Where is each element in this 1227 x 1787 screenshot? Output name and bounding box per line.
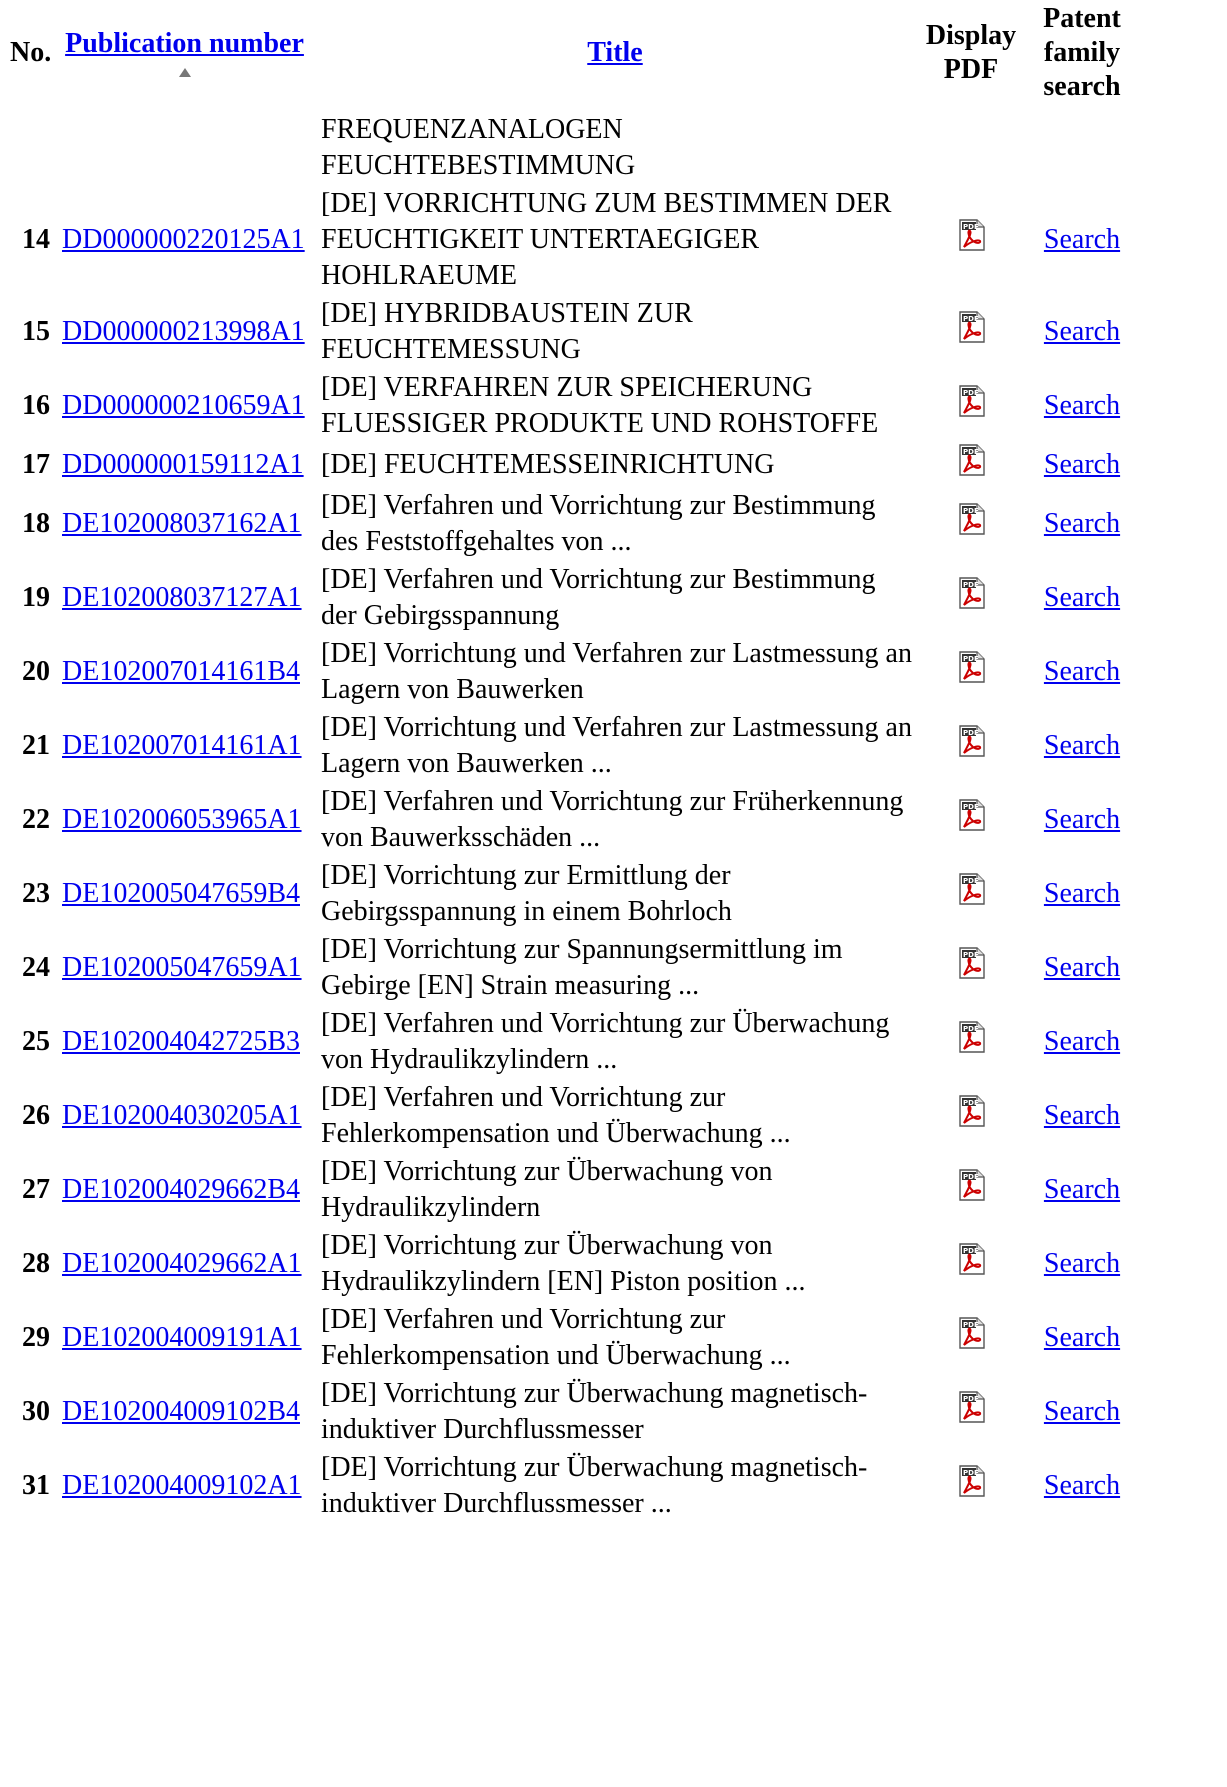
pdf-file-icon[interactable] xyxy=(956,1317,986,1359)
svg-text:PDF: PDF xyxy=(963,877,979,885)
family-search-link[interactable]: Search xyxy=(1043,1248,1121,1279)
publication-number-link[interactable]: DD000000220125A1 xyxy=(62,224,305,255)
table-row xyxy=(4,562,1139,634)
display-pdf-cell xyxy=(921,1154,1021,1226)
family-search-cell xyxy=(1025,112,1139,184)
publication-number-cell xyxy=(60,1006,309,1078)
row-number: 20 xyxy=(22,656,50,687)
publication-number-link[interactable]: DD000000210659A1 xyxy=(62,390,305,421)
family-search-cell xyxy=(1025,1450,1139,1522)
family-search-cell xyxy=(1025,1302,1139,1374)
table-row xyxy=(4,1376,1139,1448)
family-search-link[interactable]: Search xyxy=(1043,730,1121,761)
display-pdf-header-line1: Display xyxy=(925,20,1017,51)
publication-number-cell xyxy=(60,296,309,368)
column-header-display-pdf xyxy=(921,2,1021,110)
svg-text:PDF: PDF xyxy=(963,389,979,397)
svg-text:PDF: PDF xyxy=(963,1247,979,1255)
display-pdf-cell xyxy=(921,370,1021,442)
publication-number-link[interactable]: DE102004042725B3 xyxy=(62,1026,300,1057)
publication-number-link[interactable]: DE102004009102B4 xyxy=(62,1396,300,1427)
family-search-link[interactable]: Search xyxy=(1043,1026,1121,1057)
column-header-title xyxy=(313,2,917,110)
family-search-link[interactable]: Search xyxy=(1043,390,1121,421)
publication-number-cell xyxy=(60,1228,309,1300)
publication-number-cell xyxy=(60,636,309,708)
sort-title-link[interactable]: Title xyxy=(587,37,643,68)
family-search-cell xyxy=(1025,1006,1139,1078)
family-header-line3: search xyxy=(1043,71,1121,102)
title-text: [DE] Vorrichtung zur Überwachung magnetisch-induktiver Durchflussmesser ... xyxy=(321,1452,868,1519)
display-pdf-cell xyxy=(921,488,1021,560)
title-cell xyxy=(313,1450,917,1522)
svg-text:PDF: PDF xyxy=(963,655,979,663)
title-text: [DE] FEUCHTEMESSEINRICHTUNG xyxy=(321,449,775,480)
table-row xyxy=(4,710,1139,782)
row-number: 31 xyxy=(22,1470,50,1501)
display-pdf-cell xyxy=(921,296,1021,368)
title-text: [DE] Verfahren und Vorrichtung zur Fehlerkompensation und Überwachung ... xyxy=(321,1304,791,1371)
table-row xyxy=(4,112,1139,184)
pdf-file-icon[interactable] xyxy=(956,577,986,619)
pdf-file-icon[interactable] xyxy=(956,1169,986,1211)
table-row xyxy=(4,444,1139,486)
display-pdf-cell xyxy=(921,1376,1021,1448)
row-number: 19 xyxy=(22,582,50,613)
title-text: [DE] Vorrichtung zur Ermittlung der Gebirgsspannung in einem Bohrloch xyxy=(321,860,732,927)
display-pdf-cell xyxy=(921,710,1021,782)
display-pdf-cell xyxy=(921,932,1021,1004)
row-number: 28 xyxy=(22,1248,50,1279)
svg-text:PDF: PDF xyxy=(963,1321,979,1329)
publication-number-link[interactable]: DE102008037162A1 xyxy=(62,508,302,539)
display-pdf-cell xyxy=(921,858,1021,930)
family-search-link[interactable]: Search xyxy=(1043,952,1121,983)
column-header-publication-number xyxy=(60,2,309,110)
pdf-file-icon[interactable] xyxy=(956,873,986,915)
publication-number-link[interactable]: DD000000159112A1 xyxy=(62,449,304,480)
publication-number-cell xyxy=(60,1302,309,1374)
title-text: [DE] Vorrichtung und Verfahren zur Lastmessung an Lagern von Bauwerken xyxy=(321,638,912,705)
family-search-link[interactable]: Search xyxy=(1043,449,1121,480)
pdf-file-icon[interactable] xyxy=(956,799,986,841)
svg-text:PDF: PDF xyxy=(963,1469,979,1477)
results-body xyxy=(4,112,1139,1522)
row-number: 30 xyxy=(22,1396,50,1427)
sort-publication-number-link[interactable]: Publication number xyxy=(65,27,304,59)
title-cell xyxy=(313,784,917,856)
family-search-cell xyxy=(1025,1228,1139,1300)
row-number: 16 xyxy=(22,390,50,421)
family-search-cell xyxy=(1025,710,1139,782)
table-row xyxy=(4,1228,1139,1300)
sort-ascending-icon[interactable] xyxy=(179,68,191,77)
column-header-no: No. xyxy=(10,37,52,68)
title-text: [DE] Vorrichtung zur Überwachung von Hydraulikzylindern [EN] Piston position ... xyxy=(321,1230,806,1297)
table-row xyxy=(4,1080,1139,1152)
family-search-link[interactable]: Search xyxy=(1043,508,1121,539)
publication-number-link[interactable]: DE102004029662B4 xyxy=(62,1174,300,1205)
title-text: [DE] Verfahren und Vorrichtung zur Fehlerkompensation und Überwachung ... xyxy=(321,1082,791,1149)
header-row xyxy=(4,2,1139,110)
pdf-file-icon[interactable] xyxy=(956,651,986,693)
title-text: [DE] VERFAHREN ZUR SPEICHERUNG FLUESSIGER PRODUKTE UND ROHSTOFFE xyxy=(321,372,879,439)
display-pdf-header-line2: PDF xyxy=(943,54,999,85)
display-pdf-cell xyxy=(921,112,1021,184)
table-row xyxy=(4,1154,1139,1226)
family-search-cell xyxy=(1025,444,1139,486)
display-pdf-cell xyxy=(921,562,1021,634)
display-pdf-cell xyxy=(921,1450,1021,1522)
title-text: [DE] Vorrichtung zur Überwachung von Hydraulikzylindern xyxy=(321,1156,773,1223)
row-number xyxy=(4,112,56,184)
family-search-link[interactable]: Search xyxy=(1043,1396,1121,1427)
family-search-link[interactable]: Search xyxy=(1043,224,1121,255)
table-row xyxy=(4,932,1139,1004)
svg-text:PDF: PDF xyxy=(963,1025,979,1033)
pdf-file-icon[interactable] xyxy=(956,947,986,989)
publication-number-link[interactable]: DE102004009191A1 xyxy=(62,1322,302,1353)
svg-text:PDF: PDF xyxy=(963,448,979,456)
publication-number-cell xyxy=(60,784,309,856)
publication-number-cell xyxy=(60,1154,309,1226)
svg-text:PDF: PDF xyxy=(963,803,979,811)
family-search-link[interactable]: Search xyxy=(1043,316,1121,347)
title-text: FREQUENZANALOGEN FEUCHTEBESTIMMUNG xyxy=(321,114,636,181)
pdf-file-icon[interactable] xyxy=(956,444,986,486)
display-pdf-cell xyxy=(921,1302,1021,1374)
table-row xyxy=(4,1006,1139,1078)
family-search-link[interactable]: Search xyxy=(1043,582,1121,613)
title-cell xyxy=(313,1228,917,1300)
svg-text:PDF: PDF xyxy=(963,315,979,323)
table-row xyxy=(4,858,1139,930)
pdf-file-icon[interactable] xyxy=(956,503,986,545)
display-pdf-cell xyxy=(921,1006,1021,1078)
publication-number-link[interactable]: DE102006053965A1 xyxy=(62,804,302,835)
display-pdf-cell xyxy=(921,1228,1021,1300)
title-cell xyxy=(313,1154,917,1226)
publication-number-link[interactable]: DE102005047659B4 xyxy=(62,878,300,909)
family-header-line2: family xyxy=(1043,37,1121,68)
table-row xyxy=(4,1302,1139,1374)
publication-number-link[interactable]: DE102004030205A1 xyxy=(62,1100,302,1131)
pdf-file-icon[interactable] xyxy=(956,1391,986,1433)
title-cell xyxy=(313,488,917,560)
family-search-link[interactable]: Search xyxy=(1043,878,1121,909)
family-search-cell xyxy=(1025,488,1139,560)
row-number: 27 xyxy=(22,1174,50,1205)
row-number: 23 xyxy=(22,878,50,909)
title-text: [DE] VORRICHTUNG ZUM BESTIMMEN DER FEUCHTIGKEIT UNTERTAEGIGER HOHLRAEUME xyxy=(321,188,892,291)
title-cell xyxy=(313,1080,917,1152)
column-header-patent-family-search xyxy=(1025,2,1139,110)
table-row xyxy=(4,784,1139,856)
title-cell xyxy=(313,1376,917,1448)
table-row xyxy=(4,186,1139,294)
svg-text:PDF: PDF xyxy=(963,1099,979,1107)
family-search-link[interactable]: Search xyxy=(1043,656,1121,687)
row-number: 17 xyxy=(22,449,50,480)
display-pdf-cell xyxy=(921,784,1021,856)
pdf-file-icon[interactable] xyxy=(956,725,986,767)
publication-number-link[interactable]: DE102007014161A1 xyxy=(62,730,302,761)
publication-number-cell xyxy=(60,444,309,486)
family-search-link[interactable]: Search xyxy=(1043,1174,1121,1205)
svg-text:PDF: PDF xyxy=(963,1395,979,1403)
publication-number-cell xyxy=(60,932,309,1004)
title-cell xyxy=(313,932,917,1004)
publication-number-cell xyxy=(60,186,309,294)
title-cell xyxy=(313,562,917,634)
display-pdf-cell xyxy=(921,186,1021,294)
table-row xyxy=(4,296,1139,368)
pdf-file-icon[interactable] xyxy=(956,1095,986,1137)
publication-number-cell xyxy=(60,1080,309,1152)
family-search-link[interactable]: Search xyxy=(1043,1100,1121,1131)
pdf-file-icon[interactable] xyxy=(956,219,986,261)
svg-text:PDF: PDF xyxy=(963,951,979,959)
row-number: 24 xyxy=(22,952,50,983)
pdf-file-icon[interactable] xyxy=(956,1465,986,1507)
publication-number-link[interactable]: DE102005047659A1 xyxy=(62,952,302,983)
svg-text:PDF: PDF xyxy=(963,1173,979,1181)
table-row xyxy=(4,636,1139,708)
pdf-file-icon[interactable] xyxy=(956,1243,986,1285)
title-cell xyxy=(313,636,917,708)
title-cell xyxy=(313,370,917,442)
family-header-line1: Patent xyxy=(1043,3,1121,34)
publication-number-link[interactable]: DE102007014161B4 xyxy=(62,656,300,687)
svg-text:PDF: PDF xyxy=(963,581,979,589)
title-cell xyxy=(313,296,917,368)
table-row xyxy=(4,370,1139,442)
display-pdf-cell xyxy=(921,444,1021,486)
title-text: [DE] HYBRIDBAUSTEIN ZUR FEUCHTEMESSUNG xyxy=(321,298,693,365)
family-search-link[interactable]: Search xyxy=(1043,804,1121,835)
title-cell xyxy=(313,858,917,930)
family-search-cell xyxy=(1025,784,1139,856)
svg-text:PDF: PDF xyxy=(963,223,979,231)
table-row xyxy=(4,1450,1139,1522)
family-search-cell xyxy=(1025,186,1139,294)
title-text: [DE] Vorrichtung zur Spannungsermittlung im Gebirge [EN] Strain measuring ... xyxy=(321,934,843,1001)
row-number: 22 xyxy=(22,804,50,835)
publication-number-link[interactable]: DE102004029662A1 xyxy=(62,1248,302,1279)
family-search-link[interactable]: Search xyxy=(1043,1470,1121,1501)
title-cell xyxy=(313,112,917,184)
publication-number-link[interactable]: DD000000213998A1 xyxy=(62,316,305,347)
publication-number-cell xyxy=(60,488,309,560)
title-text: [DE] Vorrichtung und Verfahren zur Lastmessung an Lagern von Bauwerken ... xyxy=(321,712,912,779)
row-number: 15 xyxy=(22,316,50,347)
title-cell xyxy=(313,710,917,782)
title-cell xyxy=(313,1006,917,1078)
title-text: [DE] Verfahren und Vorrichtung zur Überwachung von Hydraulikzylindern ... xyxy=(321,1008,890,1075)
family-search-cell xyxy=(1025,636,1139,708)
row-number: 26 xyxy=(22,1100,50,1131)
title-cell xyxy=(313,444,917,486)
row-number: 18 xyxy=(22,508,50,539)
publication-number-cell xyxy=(60,1450,309,1522)
table-row xyxy=(4,488,1139,560)
row-number: 25 xyxy=(22,1026,50,1057)
publication-number-cell xyxy=(60,370,309,442)
family-search-cell xyxy=(1025,1080,1139,1152)
publication-number-cell xyxy=(60,710,309,782)
row-number: 29 xyxy=(22,1322,50,1353)
svg-text:PDF: PDF xyxy=(963,507,979,515)
pdf-file-icon[interactable] xyxy=(956,311,986,353)
svg-text:PDF: PDF xyxy=(963,729,979,737)
family-search-link[interactable]: Search xyxy=(1043,1322,1121,1353)
title-text: [DE] Verfahren und Vorrichtung zur Bestimmung der Gebirgsspannung xyxy=(321,564,876,631)
title-text: [DE] Verfahren und Vorrichtung zur Früherkennung von Bauwerksschäden ... xyxy=(321,786,904,853)
pdf-file-icon[interactable] xyxy=(956,385,986,427)
title-text: [DE] Vorrichtung zur Überwachung magnetisch-induktiver Durchflussmesser xyxy=(321,1378,868,1445)
row-number: 14 xyxy=(22,224,50,255)
family-search-cell xyxy=(1025,370,1139,442)
title-cell xyxy=(313,186,917,294)
title-cell xyxy=(313,1302,917,1374)
display-pdf-cell xyxy=(921,636,1021,708)
family-search-cell xyxy=(1025,858,1139,930)
publication-number-cell xyxy=(60,112,309,184)
publication-number-cell xyxy=(60,858,309,930)
publication-number-link[interactable]: DE102008037127A1 xyxy=(62,582,302,613)
family-search-cell xyxy=(1025,1376,1139,1448)
title-text: [DE] Verfahren und Vorrichtung zur Bestimmung des Feststoffgehaltes von ... xyxy=(321,490,876,557)
family-search-cell xyxy=(1025,1154,1139,1226)
publication-number-link[interactable]: DE102004009102A1 xyxy=(62,1470,302,1501)
publication-number-cell xyxy=(60,562,309,634)
family-search-cell xyxy=(1025,296,1139,368)
family-search-cell xyxy=(1025,562,1139,634)
family-search-cell xyxy=(1025,932,1139,1004)
pdf-file-icon[interactable] xyxy=(956,1021,986,1063)
row-number: 21 xyxy=(22,730,50,761)
display-pdf-cell xyxy=(921,1080,1021,1152)
publication-number-cell xyxy=(60,1376,309,1448)
